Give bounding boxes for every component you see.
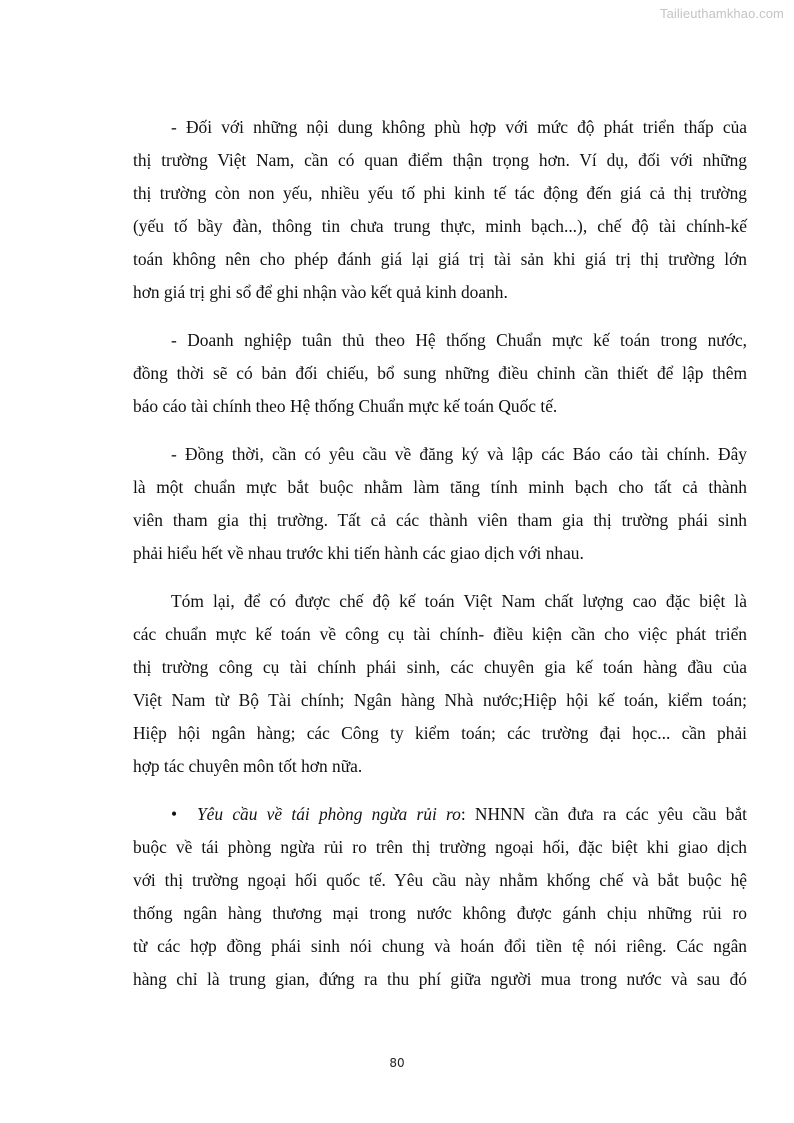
text-line: từ các hợp đồng phái sinh nói chung và hoán đổi tiền tệ nói riêng. Các ngân — [133, 936, 747, 956]
page-number: 80 — [389, 1056, 405, 1070]
text-line: - Đồng thời, cần có yêu cầu về đăng ký và lập các Báo cáo tài chính. Đây — [171, 444, 747, 464]
text-line: hợp tác chuyên môn tốt hơn nữa. — [133, 756, 363, 776]
text-line: báo cáo tài chính theo Hệ thống Chuẩn mực kế toán Quốc tế. — [133, 396, 558, 416]
bullet-lead-line — [171, 802, 747, 826]
text-line: toán không nên cho phép đánh giá lại giá trị tài sản khi giá trị thị trường lớn — [133, 249, 747, 269]
text-line: là một chuẩn mực bắt buộc nhằm làm tăng tính minh bạch cho tất cả thành — [133, 477, 747, 497]
text-line: thị trường Việt Nam, cần có quan điểm thận trọng hơn. Ví dụ, đối với những — [133, 150, 747, 170]
text-line: Việt Nam từ Bộ Tài chính; Ngân hàng Nhà nước;Hiệp hội kế toán, kiểm toán; — [133, 690, 747, 710]
text-line: thống ngân hàng thương mại trong nước không được gánh chịu những rủi ro — [133, 903, 747, 923]
text-line: hơn giá trị ghi sổ để ghi nhận vào kết quả kinh doanh. — [133, 282, 508, 302]
text-line: viên tham gia thị trường. Tất cả các thành viên tham gia thị trường phái sinh — [133, 510, 747, 530]
text-line: với thị trường ngoại hối quốc tế. Yêu cầu này nhằm khống chế và bắt buộc hệ — [133, 870, 747, 890]
text-line: thị trường công cụ tài chính phái sinh, các chuyên gia kế toán hàng đầu của — [133, 657, 747, 677]
text-line: các chuẩn mực kế toán về công cụ tài chính- điều kiện cần cho việc phát triển — [133, 624, 747, 644]
bullet-italic-heading: Yêu cầu về tái phòng ngừa rủi ro — [197, 804, 461, 824]
text-line: buộc về tái phòng ngừa rủi ro trên thị trường ngoại hối, đặc biệt khi giao dịch — [133, 837, 747, 857]
watermark: Tailieuthamkhao.com — [659, 6, 784, 21]
text-line: Tóm lại, để có được chế độ kế toán Việt Nam chất lượng cao đặc biệt là — [171, 591, 747, 611]
text-line: - Doanh nghiệp tuân thủ theo Hệ thống Chuẩn mực kế toán trong nước, — [171, 330, 747, 350]
text-line: thị trường còn non yếu, nhiều yếu tố phi kinh tế tác động đến giá cả thị trường — [133, 183, 747, 203]
text-line: - Đối với những nội dung không phù hợp với mức độ phát triển thấp của — [171, 117, 747, 137]
text-line: Hiệp hội ngân hàng; các Công ty kiểm toán; các trường đại học... cần phải — [133, 723, 747, 743]
text-line: đồng thời sẽ có bản đối chiếu, bổ sung những điều chỉnh cần thiết để lập thêm — [133, 363, 747, 383]
bullet-lead-text: : NHNN cần đưa ra các yêu cầu bắt — [460, 804, 747, 824]
text-line: phải hiểu hết về nhau trước khi tiến hành các giao dịch với nhau. — [133, 543, 584, 563]
bullet-icon: • — [171, 804, 178, 824]
text-line: (yếu tố bầy đàn, thông tin chưa trung thực, minh bạch...), chế độ tài chính-kế — [133, 216, 747, 236]
text-line: hàng chỉ là trung gian, đứng ra thu phí giữa người mua trong nước và sau đó — [133, 969, 747, 989]
